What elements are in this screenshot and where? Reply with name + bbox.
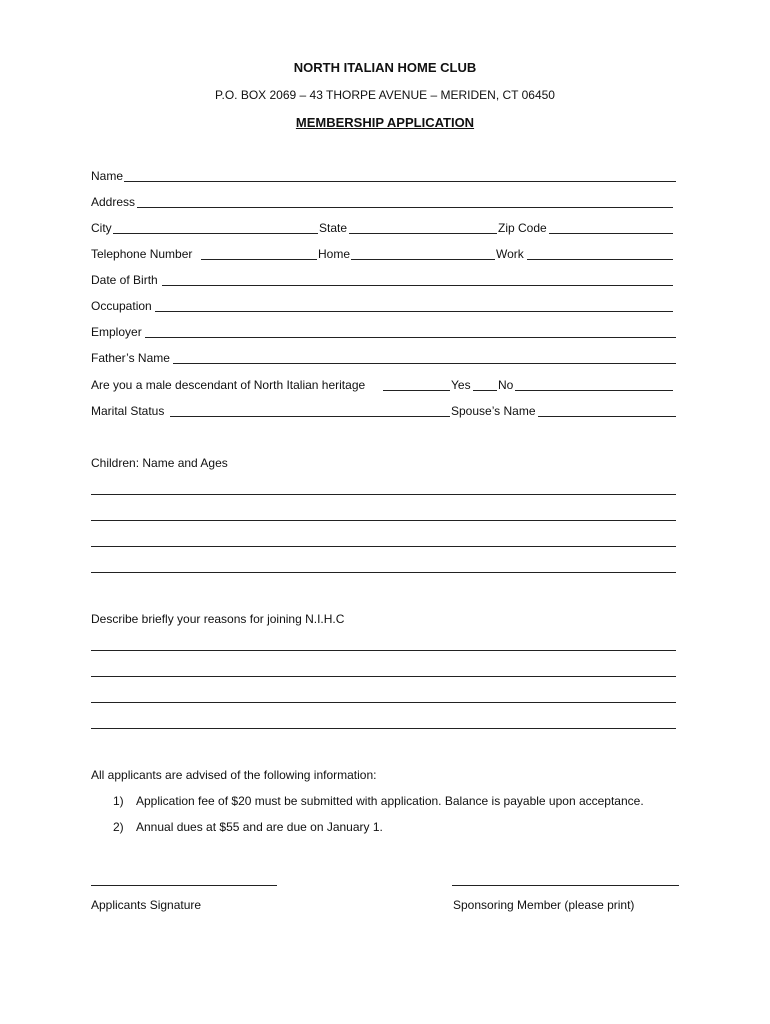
- telephone-label: Telephone Number: [91, 247, 193, 261]
- spouse-label: Spouse’s Name: [451, 404, 536, 418]
- work-label: Work: [496, 247, 524, 261]
- city-label: City: [91, 221, 112, 235]
- club-address: P.O. BOX 2069 – 43 THORPE AVENUE – MERIDEN, CT 06450: [215, 88, 555, 102]
- work-phone-field[interactable]: [527, 259, 673, 260]
- children-label: Children: Name and Ages: [91, 456, 228, 470]
- notice-item-1-number: 1): [113, 794, 124, 808]
- club-title: NORTH ITALIAN HOME CLUB: [293, 60, 477, 75]
- applicant-signature-label: Applicants Signature: [91, 898, 202, 912]
- applicant-signature-field[interactable]: [91, 885, 277, 886]
- occupation-label: Occupation: [91, 299, 152, 313]
- yes-label: Yes: [451, 378, 471, 392]
- home-label: Home: [318, 247, 351, 261]
- sponsor-name-field[interactable]: [452, 885, 679, 886]
- reasons-label: Describe briefly your reasons for joining N.I.H.C: [91, 612, 345, 626]
- notice-intro: All applicants are advised of the following information:: [91, 768, 377, 782]
- name-row: [91, 168, 676, 184]
- children-line-3[interactable]: [91, 546, 676, 547]
- marital-field[interactable]: [170, 416, 450, 417]
- employer-field[interactable]: [145, 337, 676, 338]
- notice-item-1-text: Application fee of $20 must be submitted with application. Balance is payable upon acceptance.: [136, 794, 644, 808]
- form-title: MEMBERSHIP APPLICATION: [295, 115, 475, 130]
- father-row: [91, 350, 676, 366]
- reasons-line-3[interactable]: [91, 702, 676, 703]
- address-field[interactable]: [137, 207, 673, 208]
- zip-label: Zip Code: [498, 221, 547, 235]
- children-line-2[interactable]: [91, 520, 676, 521]
- no-field[interactable]: [515, 390, 673, 391]
- occupation-row: [91, 298, 676, 314]
- address-row: [91, 194, 676, 210]
- state-field[interactable]: [349, 233, 497, 234]
- dob-label: Date of Birth: [91, 273, 158, 287]
- notice-item-2-text: Annual dues at $55 and are due on January 1.: [136, 820, 383, 834]
- children-line-1[interactable]: [91, 494, 676, 495]
- city-field[interactable]: [113, 233, 318, 234]
- sponsor-name-label: Sponsoring Member (please print): [453, 898, 635, 912]
- city-row: [91, 220, 676, 236]
- spouse-field[interactable]: [538, 416, 676, 417]
- name-label: Name: [91, 169, 124, 183]
- notice-item-2-number: 2): [113, 820, 124, 834]
- reasons-line-2[interactable]: [91, 676, 676, 677]
- telephone-row: [91, 246, 676, 262]
- marital-row: [91, 403, 676, 419]
- no-label: No: [498, 378, 514, 392]
- employer-row: [91, 324, 676, 340]
- father-label: Father’s Name: [91, 351, 170, 365]
- descendant-field[interactable]: [383, 390, 450, 391]
- descendant-label: Are you a male descendant of North Italian heritage: [91, 378, 366, 392]
- dob-field[interactable]: [162, 285, 673, 286]
- employer-label: Employer: [91, 325, 142, 339]
- telephone-field[interactable]: [201, 259, 317, 260]
- descendant-row: [91, 377, 676, 393]
- address-label: Address: [91, 195, 136, 209]
- zip-field[interactable]: [549, 233, 673, 234]
- name-field[interactable]: [124, 181, 676, 182]
- dob-row: [91, 272, 676, 288]
- home-phone-field[interactable]: [351, 259, 495, 260]
- occupation-field[interactable]: [155, 311, 673, 312]
- reasons-line-4[interactable]: [91, 728, 676, 729]
- reasons-line-1[interactable]: [91, 650, 676, 651]
- state-label: State: [319, 221, 348, 235]
- children-line-4[interactable]: [91, 572, 676, 573]
- father-field[interactable]: [173, 363, 676, 364]
- marital-label: Marital Status: [91, 404, 165, 418]
- yes-field[interactable]: [473, 390, 497, 391]
